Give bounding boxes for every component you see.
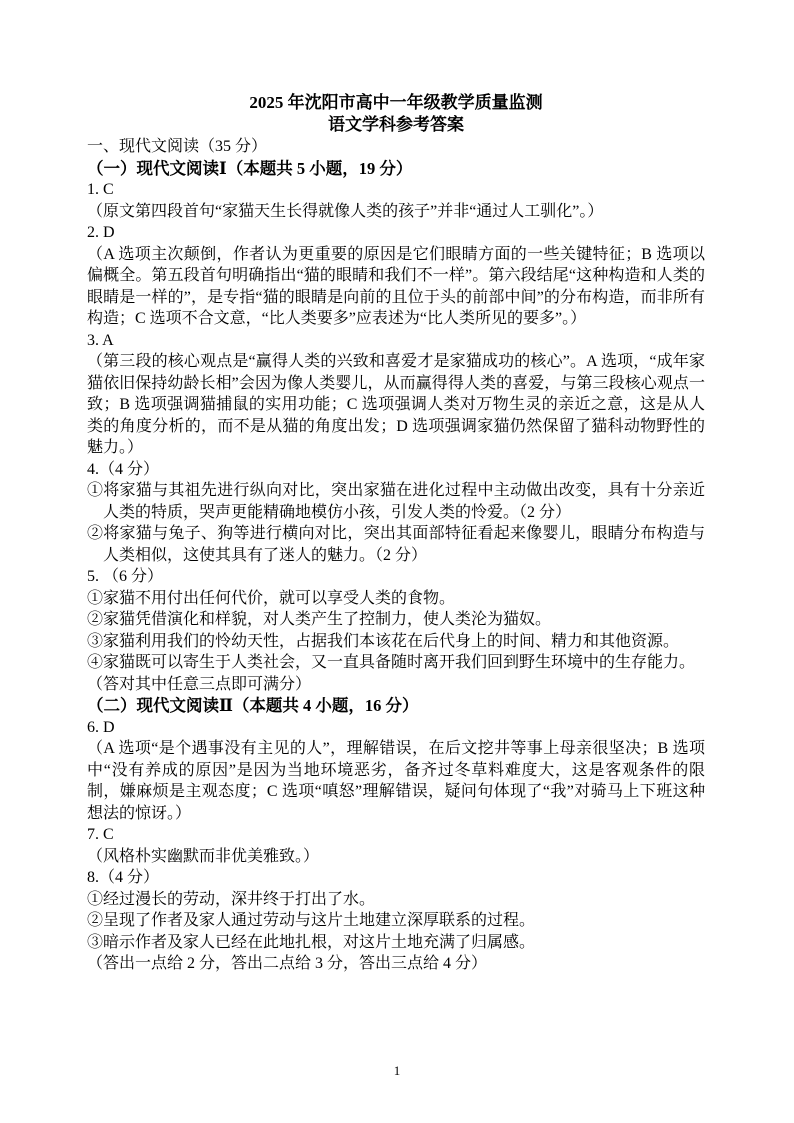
q7-answer: 7. C	[87, 826, 114, 843]
q7-explanation: （风格朴实幽默而非优美雅致。）	[87, 847, 320, 865]
q5-answer: 5. （6 分）	[87, 568, 164, 585]
q2-explanation: （A 选项主次颠倒，作者认为更重要的原因是它们眼睛方面的一些关键特征；B 选项以偏概全。第五段首句明确指出“猫的眼睛和我们不一样”。第六段结尾“这种构造和人类的眼睛是一样的”，是专指“猫的眼睛是向前的且位于头的前部中间”的分布构造，而非所有构造；C 选项不合文意，“比人类要多”应表述为“比人类所见的要多”。）	[87, 245, 705, 327]
q2-answer: 2. D	[87, 224, 115, 241]
q1-answer: 1. C	[87, 181, 114, 198]
q5-point-1: ①家猫不用付出任何代价，就可以享受人类的食物。	[87, 589, 456, 607]
q5-point-2: ②家猫凭借演化和样貌，对人类产生了控制力，使人类沦为猫奴。	[87, 611, 552, 628]
q1-explanation: （原文第四段首句“家猫天生长得就像人类的孩子”并非“通过人工驯化”。）	[87, 202, 604, 220]
q5-scoring-note: （答对其中任意三点即可满分）	[87, 675, 312, 693]
q6-explanation: （A 选项“是个遇事没有主见的人”，理解错误，在后文挖井等事上母亲很坚决；B 选项中“没有养成的原因”是因为当地环境恶劣，备齐过冬草料难度大，这是客观条件的限制，嫌麻烦是主观态度；C 选项“嗔怒”理解错误，疑问句体现了“我”对骑马上下班这种想法的惊讶。）	[87, 740, 705, 822]
q4-point-2: ②将家猫与兔子、狗等进行横向对比，突出其面部特征看起来像婴儿，眼睛分布构造与人类相似，这使其具有了迷人的魅力。（2 分）	[87, 525, 705, 564]
q4-point-1: ①将家猫与其祖先进行纵向对比，突出家猫在进化过程中主动做出改变，具有十分亲近人类的特质，哭声更能精确地模仿小孩，引发人类的怜爱。（2 分）	[87, 482, 705, 521]
q8-scoring-note: （答出一点给 2 分，答出二点给 3 分，答出三点给 4 分）	[87, 955, 488, 972]
subsection2-heading: （二）现代文阅读Ⅱ（本题共 4 小题，16 分）	[87, 696, 419, 715]
q8-point-1: ①经过漫长的劳动，深井终于打出了水。	[87, 890, 376, 908]
q6-answer: 6. D	[87, 718, 115, 736]
q5-point-3: ③家猫利用我们的怜幼天性，占据我们本该花在后代身上的时间、精力和其他资源。	[87, 632, 680, 650]
doc-title-line2: 语文学科参考答案	[328, 115, 464, 134]
section1-heading: 一、现代文阅读（35 分）	[87, 138, 268, 155]
q8-point-3: ③暗示作者及家人已经在此地扎根，对这片土地充满了归属感。	[87, 933, 536, 951]
q8-answer: 8.（4 分）	[87, 869, 160, 886]
q5-point-4: ④家猫既可以寄生于人类社会，又一直具备随时离开我们回到野生环境中的生存能力。	[87, 654, 696, 671]
q8-point-2: ②呈现了作者及家人通过劳动与这片土地建立深厚联系的过程。	[87, 912, 536, 929]
page-number: 1	[393, 1063, 401, 1078]
subsection1-heading: （一）现代文阅读Ⅰ（本题共 5 小题，19 分）	[87, 158, 413, 178]
q3-explanation: （第三段的核心观点是“赢得人类的兴致和喜爱才是家猫成功的核心”。A 选项，“成年家猫依旧保持幼龄长相”会因为像人类婴儿，从而赢得得人类的喜爱，与第三段核心观点一致；B 选项强调猫捕鼠的实用功能；C 选项强调人类对万物生灵的亲近之意，这是从人类的角度分析的，而不是从猫的角度出发；D 选项强调家猫仍然保留了猫科动物野性的魅力。）	[87, 353, 705, 456]
q3-answer: 3. A	[87, 331, 114, 349]
q4-answer: 4.（4 分）	[87, 460, 160, 478]
doc-title-line1: 2025 年沈阳市高中一年级教学质量监测	[249, 93, 543, 112]
